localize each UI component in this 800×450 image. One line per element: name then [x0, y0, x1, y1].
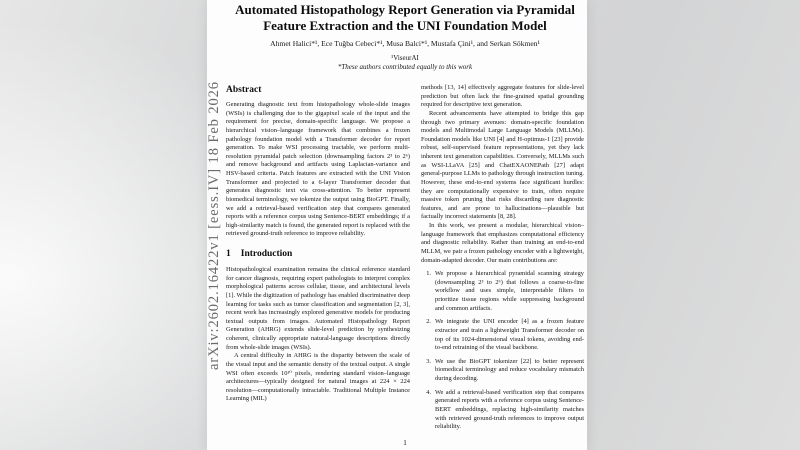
- page-number: 1: [403, 438, 407, 447]
- right-paragraph-3: In this work, we present a modular, hierarchical vision–language framework that emphasizes computational efficiency and diagnostic reliability. Rather than training an end-to-end MLLM, we pair a frozen pathology encoder with a lightweight, domain-adapted decoder. Our main contributions are:: [421, 222, 584, 264]
- section-number: 1: [226, 249, 231, 259]
- right-paragraph-2: Recent advancements have attempted to bridge this gap through two primary avenues: domain-specific foundation models and Multimodal Large Language Models (MLLMs). Foundation models like UNI [4] and H-optimus-1 [23] provide robust, self-supervised feature representations, yet they lack inherent text generation capabilities. Conversely, MLLMs such as WSI-LLaVA [25] and ChatEXAONEPath [27] adapt general-purpose LLMs to pathology through instruction tuning. However, these end-to-end systems face significant hurdles: they are computationally expensive to train, often require massive token pruning that risks discarding rare diagnostic features, and are prone to hallucinations—plausible but factually incorrect statements [8, 28].: [421, 109, 584, 221]
- section-title: Introduction: [240, 249, 293, 259]
- contribution-number: 3.: [426, 357, 431, 365]
- contribution-item: [421, 270, 584, 313]
- two-column-body: [226, 84, 584, 432]
- contribution-item: [421, 318, 584, 353]
- abstract-text: Generating diagnostic text from histopathology whole-slide images (WSIs) is challenging due to the gigapixel scale of the input and the requirement for precise, domain-specific language. We propose a hierarchical vision–language framework that combines a frozen pathology foundation model with a Transformer decoder for report generation. To make WSI processing tractable, we perform multi-resolution pyramidal patch selection (downsampling factors 2³ to 2⁶) and remove background and artifacts using Laplacian-variance and HSV-based criteria. Patch features are extracted with the UNI Vision Transformer and projected to a 6-layer Transformer decoder that generates diagnostic text via cross-attention. To better represent biomedical terminology, we tokenize the output using BioGPT. Finally, we add a retrieval-based verification step that compares generated reports with a reference corpus using Sentence-BERT embeddings; if a high-similarity match is found, the generated report is replaced with the retrieved ground-truth reference to improve reliability.: [226, 101, 410, 238]
- contribution-text: We use the BioGPT tokenizer [22] to better represent biomedical terminology and reduce vocabulary mismatch during decoding.: [435, 357, 584, 382]
- contribution-number: 2.: [426, 318, 431, 326]
- right-paragraph-1: methods [13, 14] effectively aggregate features for slide-level prediction but often lack the fine-grained spatial grounding required for descriptive text generation.: [421, 84, 584, 109]
- contribution-text: We add a retrieval-based verification step that compares generated reports with a reference corpus using Sentence-BERT embeddings, replacing high-similarity matches with retrieved ground-truth references to improve output reliability.: [435, 388, 584, 431]
- affiliation: ¹ViseurAI: [391, 54, 419, 62]
- paper-title-line2: Feature Extraction and the UNI Foundation Model: [263, 17, 547, 33]
- paper-page: [207, 0, 587, 450]
- paper-title-line1: Automated Histopathology Report Generation via Pyramidal: [235, 2, 575, 17]
- contribution-text: We propose a hierarchical pyramidal scanning strategy (downsampling 2³ to 2⁶) that follows a coarse-to-fine workflow and uses simple, interpretable filters to prioritize tissue regions while suppressing background and common artifacts.: [435, 270, 584, 312]
- contribution-item: [421, 358, 584, 384]
- equal-contribution-note: *These authors contributed equally to this work: [337, 63, 473, 71]
- intro-paragraph-1: Histopathological examination remains the clinical reference standard for cancer diagnosis, requiring expert pathologists to interpret complex morphological patterns across cellular, tissue, and architectural levels [1]. While the digitization of pathology has enabled discriminative deep learning for tasks such as tumor classification and segmentation [2, 3], recent work has increasingly explored generative models for producing textual outputs from images. Automated Histopathology Report Generation (AHRG) extends slide-level prediction by synthesizing coherent, clinically appropriate natural-language descriptions directly from whole-slide images (WSIs).: [226, 266, 410, 351]
- intro-paragraph-2: A central difficulty in AHRG is the disparity between the scale of the visual input and the semantic density of the textual output. A single WSI often exceeds 10¹⁰ pixels, rendering standard vision–language architectures—typically designed for natural images at 224 × 224 resolution—computationally intractable. Traditional Multiple Instance Learning (MIL): [226, 352, 410, 403]
- right-column: [421, 84, 584, 432]
- contribution-number: 4.: [426, 388, 431, 396]
- left-column: [226, 84, 410, 432]
- arxiv-watermark-text: arXiv:2602.16422v1 [eess.IV] 18 Feb 2026: [205, 80, 222, 370]
- paper-content: [226, 0, 584, 450]
- contribution-item: [421, 389, 584, 432]
- paper-title: [226, 2, 584, 33]
- author-list: Ahmet Halici*¹, Ece Tuğba Cebeci*¹, Musa Balci*¹, Mustafa Çini¹, and Serkan Sökmen¹: [270, 39, 540, 48]
- contribution-text: We integrate the UNI encoder [4] as a frozen feature extractor and train a lightweight Transformer decoder on top of its 1024-dimensional visual tokens, avoiding end-to-end retraining of the visual backbone.: [435, 318, 584, 352]
- contribution-number: 1.: [426, 270, 431, 278]
- abstract-heading: Abstract: [226, 85, 262, 95]
- introduction-heading: [226, 249, 410, 259]
